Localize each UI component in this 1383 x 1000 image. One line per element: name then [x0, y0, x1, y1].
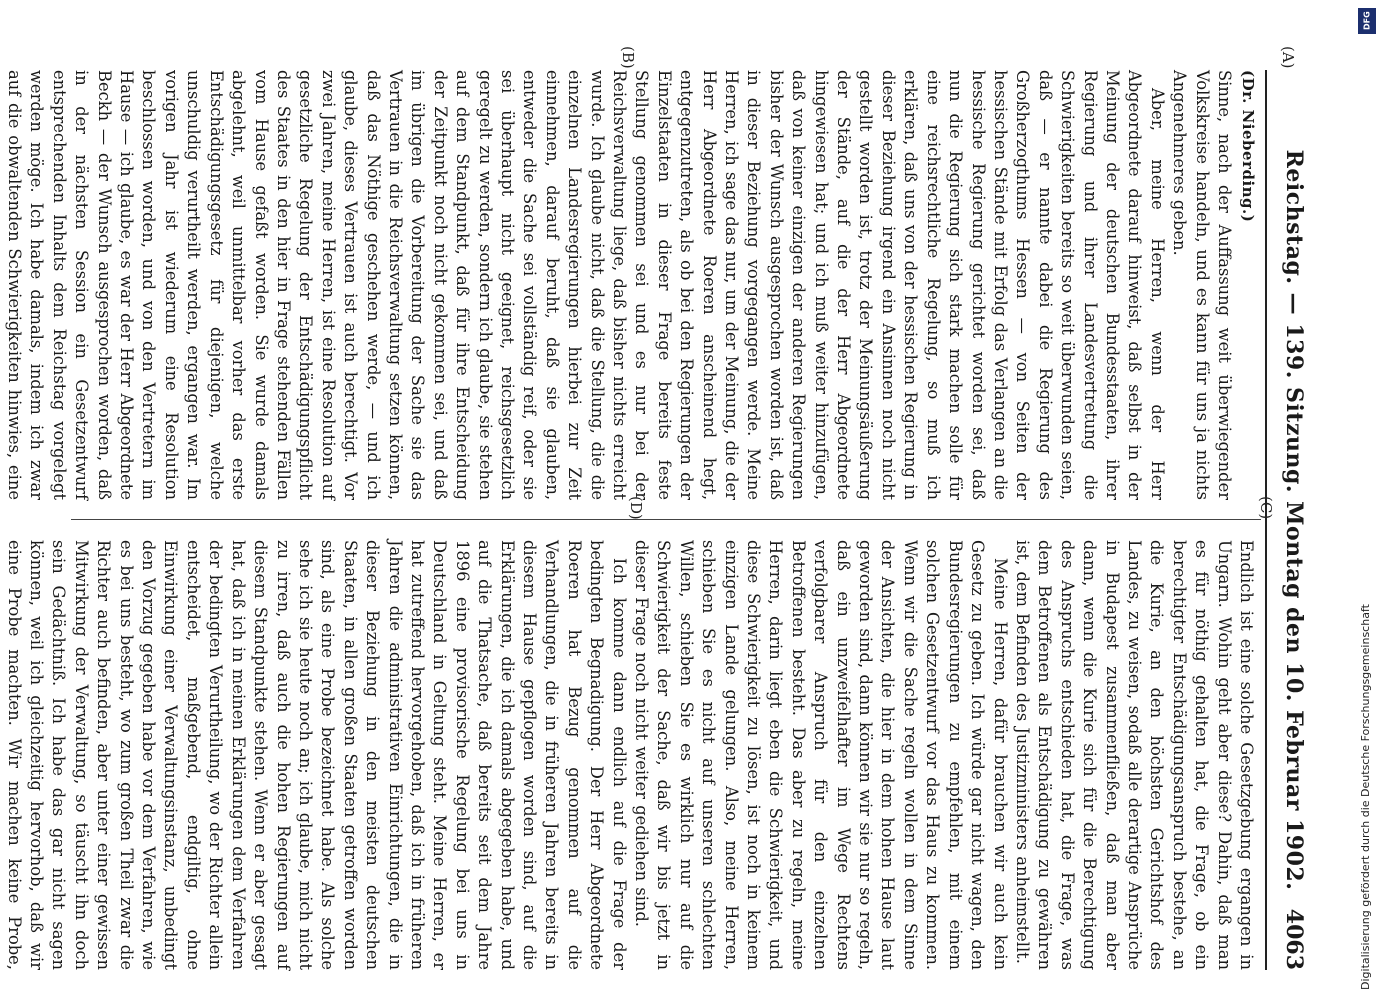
- page-header: [1271, 70, 1307, 970]
- header-rule: [1265, 70, 1267, 970]
- right-paragraph: Endlich ist eine solche Gesetzgebung ergangen in Ungarn. Wohin geht aber diese? Dahin, daß man es für nöthig gehalten hat, die Frage, ob ein berechtigter Entschädigungsanspruch bestehe, an die Kurie, an den höchsten Gerichtshof des Landes, zu weisen, sodaß alle derartige Ansprüche in Budapest zusammenfließen, daß man aber dann, wenn die Kurie sich für die Berechtigung des Anspruchs entschieden hat, die Frage, was dem Betroffenen als Entschädigung zu gewähren ist, dem Befinden des Justizministers anheimstellt.: [1012, 540, 1256, 970]
- newspaper-page: [4, 46, 1325, 990]
- margin-mark-a: (A): [1279, 46, 1297, 69]
- speaker-label: [1239, 70, 1257, 500]
- left-column: [5, 70, 1257, 500]
- speaker-name: (Dr. Nieberding.): [1239, 70, 1257, 223]
- margin-mark-d: (D): [627, 496, 645, 520]
- digitization-credit: Digitalisierung gefördert durch die Deutsche Forschungsgemeinschaft: [1359, 604, 1372, 990]
- left-paragraph: Aber, meine Herren, wenn der Herr Abgeordnete darauf hinweist, daß selbst in der Meinung der deutschen Bundesstaaten, ihrer Regierung und ihrer Landesvertretung die Schwierigkeiten bereits so weit überwunden seien, daß — er nannte dabei die Regierung des Großherzogthums Hessen — von Seiten der hessischen Stände mit Erfolg das Verlangen an die hessische Regierung gerichtet worden sei, daß nun die Regierung sich stark machen solle für eine reichsrechtliche Regelung, so muß ich erklären, daß uns von der hessischen Regierung in dieser Beziehung irgend ein Ansinnen noch nicht gestellt worden ist, trotz der Meinungsäußerung der Stände, auf die der Herr Abgeordnete hingewiesen hat; und ich muß weiter hinzufügen, daß von keiner einzigen der anderen Regierungen bisher der Wunsch ausgesprochen worden ist, daß in dieser Beziehung vorgegangen werde. Meine Herren, ich sage das nur, um der Meinung, die der Herr Abgeordnete Roeren anscheinend hegt, entgegenzutreten, als ob bei den Regierungen der Einzelstaaten in dieser Frage bereits feste Stellung genommen sei und es nur bei der Reichsverwaltung liege, daß bisher nichts erreicht wurde. Ich glaube nicht, daß die Stellung, die die einzelnen Landesregierungen hierbei zur Zeit einnehmen, darauf beruht, daß sie glauben, entweder die Sache sei vollständig reif, oder sie sei überhaupt nicht geeignet, reichsgesetzlich geregelt zu werden, sondern ich glaube, sie stehen auf dem Standpunkt, daß für ihre Entscheidung der Zeitpunkt noch nicht gekommen sei, und daß im übrigen die Vorbereitung der Sache sie das Vertrauen in die Reichsverwaltung setzen können, daß das Nöthige geschehen werde, — und ich glaube, dieses Vertrauen ist auch berechtigt. Vor zwei Jahren, meine Herren, ist eine Resolution auf gesetzliche Regelung der Entschädigungspflicht des Staates in den hier in Frage stehenden Fällen vom Hause gefaßt worden. Sie wurde damals abgelehnt, weil unmittelbar vorher das erste Entschädigungsgesetz für diejenigen, welche unschuldig verurtheilt werden, ergangen war. Im vorigen Jahr ist wiederum eine Resolution beschlossen worden, und von den Vertretern im Hause — ich glaube, es war der Herr Abgeordnete Beckh — der Wunsch ausgesprochen worden, daß in der nächsten Session ein Gesetzentwurf entsprechenden Inhalts dem Reichstag vorgelegt werden möge. Ich habe damals, indem ich zwar auf die obwaltenden Schwierigkeiten hinwies, eine: [5, 70, 1167, 500]
- margin-mark-b: (B): [619, 46, 637, 69]
- right-column: [4, 540, 1257, 970]
- left-paragraph: Sinne, nach der Auffassung weit überwiegender Volkskreise handeln, und es kann für uns ja nichts Angenehmeres geben.: [1170, 70, 1234, 500]
- right-paragraph: Ich komme dann endlich auf die Frage der bedingten Begnadigung. Der Herr Abgeordnete Roeren hat Bezug genommen auf die Verhandlungen, die in früheren Jahren bereits in diesem Hause gepflogen worden sind, auf die Erklärungen, die ich damals abgegeben habe, und auf die Thatsache, daß bereits seit dem Jahre 1896 eine provisorische Regelung bei uns in Deutschland in Geltung steht. Meine Herren, er hat zutreffend hervorgehoben, daß ich in früheren Jahren die administrativen Einrichtungen, die in dieser Beziehung in den meisten deutschen Staaten, in allen großen Staaten getroffen worden sind, als eine Probe bezeichnet habe. Als solche sehe ich sie heute noch an; ich glaube, mich nicht zu irren, daß auch die hohen Regierungen auf diesem Standpunkte stehen. Wenn er aber gesagt hat, daß ich in meinen Erklärungen dem Verfahren der bedingten Verurtheilung, wo der Richter allein entscheidet, maßgebend, endgiltig, ohne Einwirkung einer Verwaltungsinstanz, unbedingt den Vorzug gegeben habe vor dem Verfahren, wie es bei uns besteht, wo zum großen Theil zwar die Richter auch befinden, aber unter einer gewissen Mitwirkung der Verwaltung, so täuscht ihn doch sein Gedächtniß. Ich habe das gar nicht sagen können, weil ich gleichzeitig hervorhob, daß wir eine Probe machten. Wir machen keine Probe,: [4, 540, 629, 970]
- margin-mark-c: (C): [1257, 496, 1275, 520]
- page-number: 4063: [1281, 908, 1307, 970]
- right-paragraph: Meine Herren, dafür brauchen wir auch kein Gesetz zu geben. Ich würde gar nicht wagen, den Bundesregierungen zu empfehlen, mit einem solchen Gesetzentwurf vor das Haus zu kommen. Wenn wir die Sache regeln wollen in dem Sinne der Ansichten, die hier in dem hohen Hause laut geworden sind, dann können wir sie nur so regeln, daß ein unzweifelhafter im Wege Rechtens verfolgbarer Anspruch für den einzelnen Betroffenen besteht. Das aber zu regeln, meine Herren, darin liegt eben die Schwierigkeit, und diese Schwierigkeit zu lösen, ist noch in keinem einzigen Lande gelungen. Also, meine Herren, schieben Sie es nicht auf unseren schlechten Willen, schieben Sie es wirklich nur auf die Schwierigkeit der Sache, daß wir bis jetzt in dieser Frage noch nicht weiter gediehen sind.: [632, 540, 1010, 970]
- header-title: Reichstag. — 139. Sitzung. Montag den 10. Februar 1902.: [1281, 149, 1307, 891]
- dfg-logo: DFG: [1358, 8, 1376, 34]
- column-divider: [71, 519, 1261, 520]
